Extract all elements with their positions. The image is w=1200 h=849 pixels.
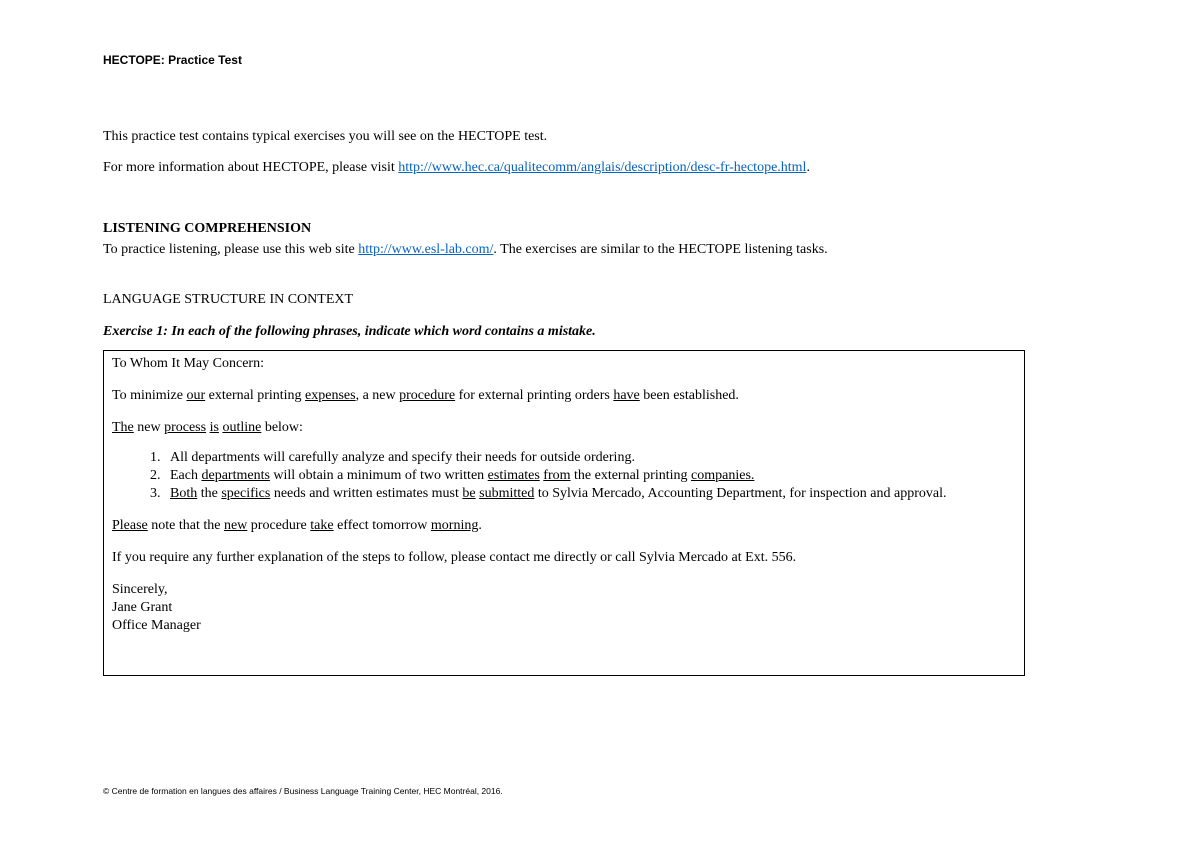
underlined-word: be [462,486,476,501]
listening-heading: LISTENING COMPREHENSION [103,221,312,236]
text-run: below: [261,420,303,435]
letter-signature-role: Office Manager [112,618,201,633]
underlined-word: specifics [221,486,271,501]
text-run: will obtain a minimum of two written [269,468,488,483]
hectope-info-link[interactable]: http://www.hec.ca/qualitecomm/anglais/description/desc-fr-hectope.html [398,160,807,175]
underlined-word: expenses [305,388,356,403]
text-run: external printing [205,388,306,403]
text-run: . [478,518,482,533]
text-run: procedure [247,518,311,533]
letter-paragraph-4: If you require any further explanation of the steps to follow, please contact me directly or call Sylvia Mercado at Ext. 556. [112,550,797,565]
underlined-word: new [223,518,248,533]
language-structure-heading: LANGUAGE STRUCTURE IN CONTEXT [103,292,354,307]
listening-text [103,242,828,258]
underlined-word: procedure [399,388,456,403]
underlined-word: The [112,420,134,435]
intro-line-2 [103,160,810,176]
text-run: been established. [639,388,739,403]
underlined-word: take [310,518,334,533]
letter-closing: Sincerely, [112,582,168,597]
text-run: the external printing [570,468,692,483]
underlined-word: have [613,388,640,403]
letter-signature-name: Jane Grant [112,600,173,615]
copyright-footer: © Centre de formation en langues des affaires / Business Language Training Center, HEC Montréal, 2016. [103,786,503,796]
letter-box [103,350,1025,676]
text-run: the [197,486,222,501]
underlined-word: companies. [691,468,755,483]
underlined-word: outline [222,420,262,435]
underlined-word: morning [430,518,479,533]
intro-line-2-suffix: . [806,160,810,175]
underlined-word: departments [201,468,270,483]
underlined-word: submitted [479,486,535,501]
text-run: effect tomorrow [333,518,431,533]
listening-text-prefix: To practice listening, please use this web site [103,242,359,257]
underlined-word: Both [170,486,198,501]
letter-paragraph-3 [112,517,1016,535]
letter-paragraph-2 [112,419,1016,437]
text-run: , a new [355,388,400,403]
exercise-1-heading: Exercise 1: In each of the following phrases, indicate which word contains a mistake. [103,324,596,339]
text-run: to Sylvia Mercado, Accounting Department, for inspection and approval. [534,486,947,501]
text-run: new [133,420,165,435]
underlined-word: estimates [487,468,540,483]
intro-line-1: This practice test contains typical exercises you will see on the HECTOPE test. [103,129,548,144]
text-run: Each [170,468,202,483]
text-run: To minimize [112,388,187,403]
letter-steps-list [112,449,1016,503]
underlined-word: is [209,420,219,435]
listening-text-suffix: . The exercises are similar to the HECTOPE listening tasks. [493,242,828,257]
text-run: needs and written estimates must [270,486,463,501]
text-run: All departments will carefully analyze and specify their needs for outside ordering. [170,450,635,465]
intro-line-2-prefix: For more information about HECTOPE, please visit [103,160,399,175]
underlined-word: Please [112,518,148,533]
underlined-word: process [164,420,207,435]
letter-step-2 [164,467,1016,485]
text-run: note that the [147,518,224,533]
esl-lab-link[interactable]: http://www.esl-lab.com/ [358,242,494,257]
underlined-word: our [186,388,206,403]
text-run: for external printing orders [455,388,614,403]
underlined-word: from [543,468,571,483]
letter-step-3 [164,485,1016,503]
letter-paragraph-1 [112,387,1016,405]
letter-step-1 [164,449,1016,467]
letter-salutation: To Whom It May Concern: [112,356,264,371]
page-header-title: HECTOPE: Practice Test [103,53,242,67]
